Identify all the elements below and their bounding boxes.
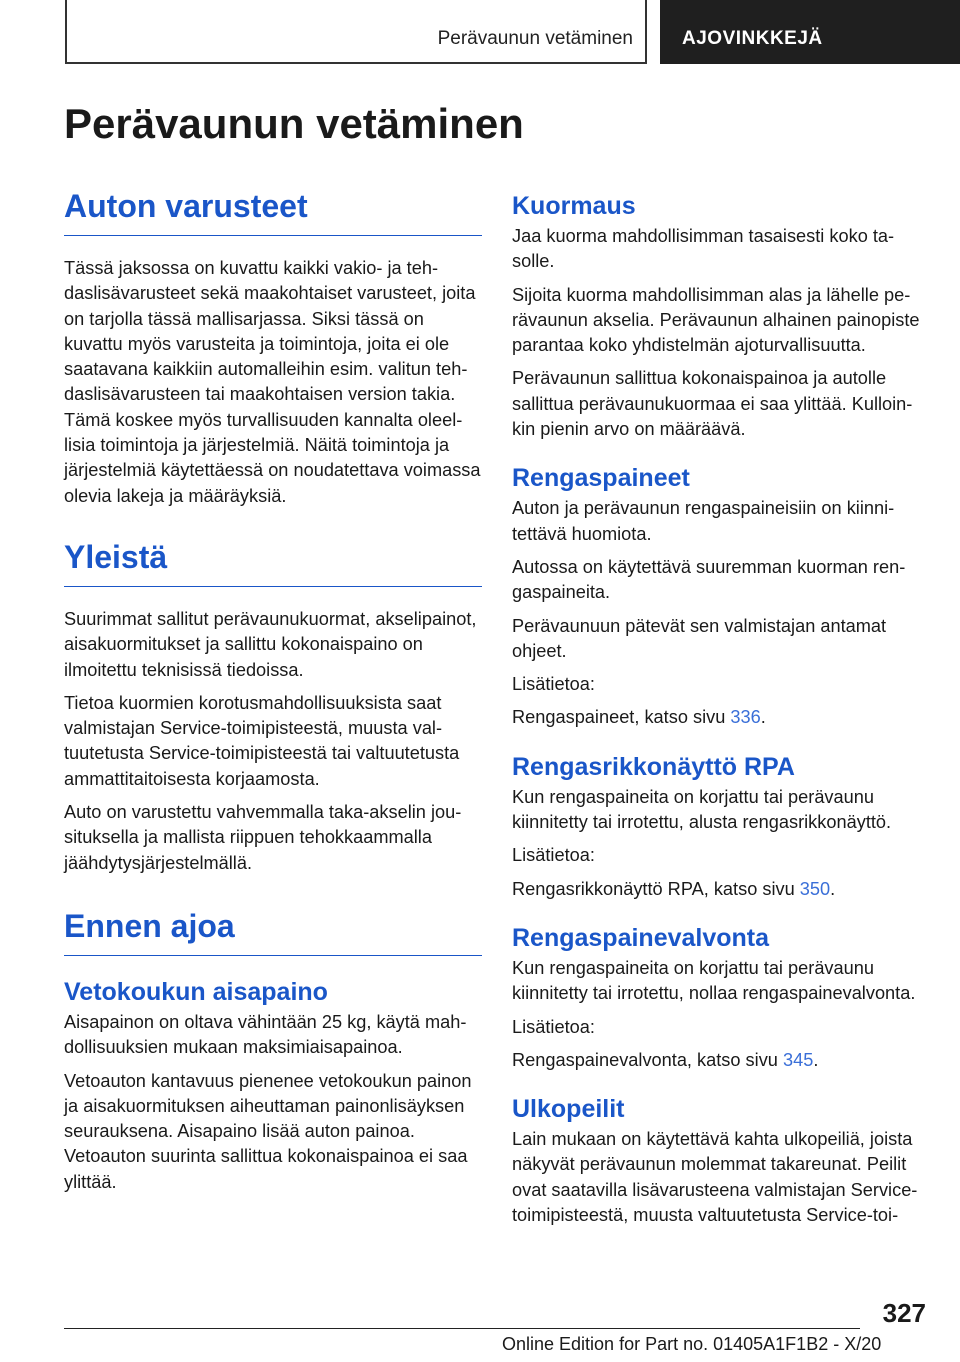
subheading-vetokoukun-aisapaino: Vetokoukun aisapaino: [64, 977, 328, 1006]
right-column: [512, 188, 924, 1236]
cross-reference-text: Rengaspainevalvonta, katso sivu: [512, 1049, 783, 1070]
header-chapter-title: Perävaunun vetäminen: [437, 28, 633, 49]
paragraph: Auton ja perävaunun rengaspaineisiin on kiinnitettävä huomiota.: [512, 498, 895, 544]
paragraph: Kun rengaspaineita on korjattu tai perävaunu kiinnitetty tai irrotettu, nollaa rengaspainevalvonta.: [512, 957, 916, 1004]
paragraph: Suurimmat sallitut perävaunukuormat, akselipainot, aisakuormitukset ja sallittu kokonaispaino on ilmoitettu teknisissä tiedoissa.: [64, 608, 477, 680]
page-title: Perävaunun vetäminen: [64, 100, 524, 147]
more-info-label: Lisätietoa:: [512, 674, 595, 695]
cross-reference-text: Rengasrikkonäyttö RPA, katso sivu: [512, 878, 800, 899]
more-info-label: Lisätietoa:: [512, 1016, 595, 1037]
subheading-kuormaus: Kuormaus: [512, 192, 636, 220]
paragraph: Sijoita kuorma mahdollisimman alas ja lähelle perävaunun akselia. Perävaunun alhainen painopiste parantaa koko yhdistelmän ajoturvallisuutta.: [512, 284, 920, 356]
subheading-rengasrikkonaytto-rpa: Rengasrikkonäyttö RPA: [512, 752, 795, 781]
cross-reference: Rengaspainevalvonta, katso sivu 345.: [512, 1049, 819, 1070]
header-chapter-tab: [65, 0, 647, 64]
page-link-336[interactable]: 336: [730, 707, 761, 728]
paragraph: Perävaunun sallittua kokonaispainoa ja autolle sallittua perävaunukuormaa ei saa ylittää. Kulloinkin pienin arvo on määräävä.: [512, 368, 913, 440]
paragraph: Perävaunuun pätevät sen valmistajan antamat ohjeet.: [512, 615, 887, 661]
page-link-345[interactable]: 345: [782, 1049, 814, 1070]
paragraph: Vetoauton kantavuus pienenee vetokoukun painon ja aisakuormituksen aiheuttaman painonlisäyksen seurauksena. Aisapaino lisää auton painoa. Vetoauton suurinta sallittua kokonaispainoa ei saa ylittää.: [64, 1070, 472, 1192]
cross-reference: Rengasrikkonäyttö RPA, katso sivu 350.: [512, 878, 836, 899]
subheading-ulkopeilit: Ulkopeilit: [512, 1095, 625, 1124]
paragraph: Lain mukaan on käytettävä kahta ulkopeiliä, joista näkyvät perävaunun molemmat takareunat. Peilit ovat saatavilla lisävarusteena valmistajan Service-toimipisteestä, muusta valtuutetusta Service-toi-: [512, 1129, 918, 1226]
heading-yleista: Yleistä: [64, 539, 482, 587]
footer-edition: Online Edition for Part no. 01405A1F1B2 - X/20: [502, 1334, 882, 1354]
paragraph: Kun rengaspaineita on korjattu tai perävaunu kiinnitetty tai irrotettu, alusta rengasrikkonäyttö.: [512, 786, 892, 833]
left-column: [64, 188, 482, 1203]
paragraph: Autossa on käytettävä suuremman kuorman rengaspaineita.: [512, 556, 906, 603]
page-number: 327: [882, 1298, 926, 1328]
paragraph: Tässä jaksossa on kuvattu kaikki vakio- ja tehdaslisävarusteet sekä maakohtaiset varusteet, joita on tarjolla tässä mallisarjassa. Siksi tässä on kuvattu myös varusteita ja toimintoja, joita ei ole saatavana kaikkiin automalleihin esim. valitun tehdaslisävarusteen tai maakohtaisen version takia. Tämä koskee myös turvallisuuden kannalta oleellisia toimintoja ja järjestelmiä. Näitä toimintoja ja järjestelmiä käytettäessä on noudatettava voimassa olevia lakeja ja määräyksiä.: [64, 258, 481, 506]
heading-ennen-ajoa: Ennen ajoa: [64, 908, 482, 956]
heading-auton-varusteet: Auton varusteet: [64, 188, 482, 236]
footer-divider: [64, 1328, 860, 1329]
subheading-rengaspainevalvonta: Rengaspainevalvonta: [512, 923, 770, 952]
paragraph: Tietoa kuormien korotusmahdollisuuksista saat valmistajan Service-toimipisteestä, muusta valtuutetusta Service-toimipisteestä tai valtuutetusta ammattitaitoisesta korjaamosta.: [64, 692, 460, 789]
more-info-label: Lisätietoa:: [512, 845, 595, 866]
cross-reference: Rengaspaineet, katso sivu 336.: [512, 707, 766, 728]
cross-reference-text: Rengaspaineet, katso sivu: [512, 707, 731, 728]
header-section-tab: [660, 0, 960, 64]
paragraph: Jaa kuorma mahdollisimman tasaisesti koko tasolle.: [512, 226, 895, 272]
page-link-350[interactable]: 350: [799, 878, 831, 899]
paragraph: Auto on varustettu vahvemmalla taka-akselin jousituksella ja mallista riippuen tehokkaammalla jäähdytysjärjestelmällä.: [64, 802, 462, 873]
subheading-rengaspaineet: Rengaspaineet: [512, 464, 690, 493]
header-section-label: AJOVINKKEJÄ: [682, 28, 823, 49]
paragraph: Aisapainon on oltava vähintään 25 kg, käytä mahdollisuuksien mukaan maksimiaisapainoa.: [64, 1011, 467, 1058]
